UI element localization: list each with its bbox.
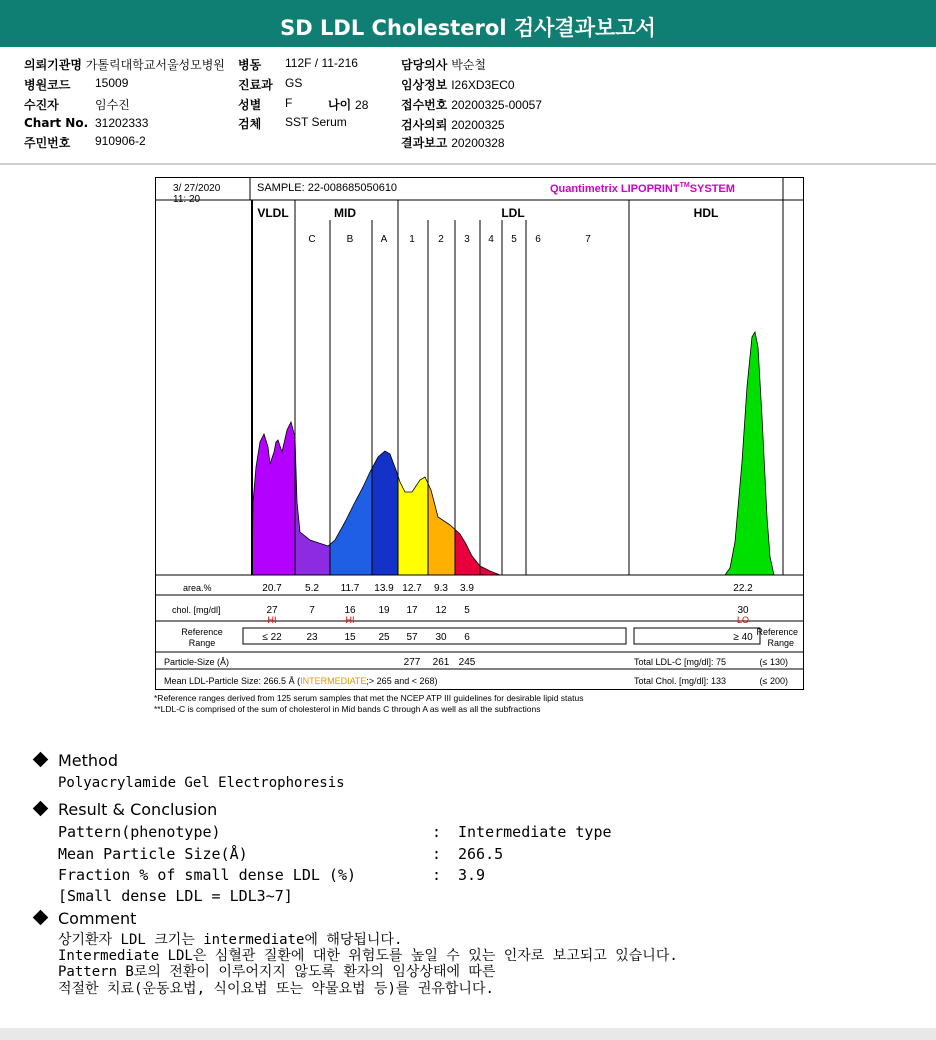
ref-value-3: 6 [464, 632, 470, 643]
area-value-1: 12.7 [402, 583, 422, 594]
info-request-date: 검사의뢰 20200325 [401, 118, 505, 132]
chol-value-hdl: 30 [737, 605, 749, 616]
info-sex-value: F [285, 96, 293, 110]
header-divider [0, 163, 936, 165]
info-report-date: 결과보고 20200328 [401, 136, 505, 150]
ref-label: Reference [181, 627, 223, 637]
info-chart-no: Chart No. [24, 116, 89, 130]
chart-brand: Quantimetrix LIPOPRINT™SYSTEM [550, 182, 735, 195]
chol-value-c: 7 [309, 605, 315, 616]
result-colon-1: : [432, 823, 442, 841]
info-resident-no-value: 910906-2 [95, 134, 146, 148]
chart-date: 3/ 27/2020 [173, 183, 221, 194]
result-value-fraction: 3.9 [458, 866, 486, 884]
total-ldl-ref: (≤ 130) [759, 657, 788, 667]
comment-bullet-icon [33, 910, 49, 926]
fill-segment-3 [372, 451, 398, 575]
result-bullet-icon [33, 801, 49, 817]
band-label-5: 5 [511, 234, 517, 245]
bottom-bar [0, 1028, 936, 1040]
mean-particle-size: Mean LDL-Particle Size: 266.5 Å (INTERMEDIATE;> 265 and < 268) [164, 676, 438, 686]
result-heading: Result & Conclusion [58, 800, 218, 819]
info-institution: 의뢰기관명 가톨릭대학교서울성모병원 [24, 58, 225, 72]
info-specimen: 검체 [238, 117, 262, 131]
chol-value-2: 12 [435, 605, 447, 616]
info-clinical: 임상정보 I26XD3EC0 [401, 78, 515, 92]
method-bullet-icon [33, 752, 49, 768]
result-colon-2: : [432, 845, 442, 863]
chol-value-1: 17 [406, 605, 418, 616]
report-title: SD LDL Cholesterol 검사결과보고서 [280, 16, 656, 40]
info-department-value: GS [285, 76, 303, 90]
chart-sample: SAMPLE: 22-008685050610 [257, 182, 398, 194]
comment-line-3: Pattern B로의 전환이 이루어지지 않도록 환자의 임상상태에 따른 [58, 964, 496, 980]
chol-value-3: 5 [464, 605, 470, 616]
result-label-size: Mean Particle Size(Å) [58, 845, 248, 863]
group-label-ldl: LDL [501, 206, 525, 220]
ref-value-vldl: ≤ 22 [262, 632, 282, 643]
group-label-vldl: VLDL [257, 206, 289, 220]
info-ward-value: 112F / 11-216 [285, 56, 358, 70]
total-ldl: Total LDL-C [mg/dl]: 75 [634, 657, 727, 667]
info-receipt-no: 접수번호 20200325-00057 [401, 98, 542, 112]
band-label-2: 2 [438, 234, 444, 245]
info-patient: 수진자 [24, 98, 59, 112]
area-label: area.% [183, 583, 212, 593]
ref-value-1: 57 [406, 632, 418, 643]
method-text: Polyacrylamide Gel Electrophoresis [58, 775, 345, 791]
method-heading: Method [58, 751, 119, 770]
band-label-7: 7 [585, 234, 591, 245]
area-value-a: 13.9 [374, 583, 394, 594]
total-chol: Total Chol. [mg/dl]: 133 [634, 676, 727, 686]
ref-value-a: 25 [378, 632, 390, 643]
area-value-2: 9.3 [434, 583, 448, 594]
ref-value-c: 23 [306, 632, 318, 643]
result-value-pattern: Intermediate type [458, 823, 612, 841]
ref-value-2: 30 [435, 632, 447, 643]
ref-value-hdl: ≥ 40 [733, 632, 753, 643]
area-value-3: 3.9 [460, 583, 474, 594]
info-chart-no-value: 31202333 [95, 116, 149, 130]
total-chol-ref: (≤ 200) [759, 676, 788, 686]
area-value-vldl: 20.7 [262, 583, 282, 594]
result-note: [Small dense LDL = LDL3~7] [58, 887, 293, 905]
particle-size-value-1: 277 [403, 657, 421, 668]
band-label-4: 4 [488, 234, 494, 245]
chol-value-vldl: 27 [266, 605, 278, 616]
comment-line-2: Intermediate LDL은 심혈관 질환에 대한 위험도를 높일 수 있는 인자로 보고되고 있습니다. [58, 948, 678, 964]
comment-line-1: 상기환자 LDL 크기는 intermediate에 해당됩니다. [58, 932, 403, 948]
particle-size-value-3: 245 [458, 657, 476, 668]
chol-label: chol. [mg/dl] [172, 605, 221, 615]
chol-value-a: 19 [378, 605, 390, 616]
result-label-fraction: Fraction % of small dense LDL (%) [58, 866, 357, 884]
info-department: 진료과 [238, 78, 273, 92]
band-label-6: 6 [535, 234, 541, 245]
info-resident-no: 주민번호 [24, 136, 71, 150]
info-hospital-code: 병원코드 [24, 78, 71, 92]
chart-time: 11: 20 [173, 194, 201, 205]
particle-size-value-2: 261 [432, 657, 450, 668]
flag-vldl: HI [267, 615, 277, 625]
report-title-bar [0, 0, 936, 47]
comment-heading: Comment [58, 909, 137, 928]
ref-label-2: Range [188, 638, 216, 648]
ref-label-right-2: Range [767, 638, 794, 648]
footnote-2: **LDL-C is comprised of the sum of cholesterol in Mid bands C through A as well as all the subfractions [154, 704, 541, 714]
result-colon-3: : [432, 866, 442, 884]
group-label-hdl: HDL [693, 206, 719, 220]
band-label-1: 1 [409, 234, 415, 245]
particle-size-label: Particle-Size (Å) [164, 657, 230, 667]
info-hospital-code-value: 15009 [95, 76, 129, 90]
comment-line-4: 적절한 치료(운동요법, 식이요법 또는 약물요법 등)를 권유합니다. [58, 981, 494, 997]
info-sex: 성별 [238, 98, 262, 112]
area-value-b: 11.7 [340, 583, 360, 594]
info-age: 나이 28 [328, 98, 369, 112]
band-label-a: A [380, 234, 388, 245]
group-label-mid: MID [334, 206, 356, 220]
band-label-3: 3 [464, 234, 470, 245]
ref-label-right: Reference [756, 627, 798, 637]
flag-hdl: LO [736, 615, 750, 625]
lipoprint-chart [150, 172, 806, 720]
info-specimen-value: SST Serum [285, 115, 347, 129]
flag-b: HI [345, 615, 355, 625]
area-value-hdl: 22.2 [733, 583, 753, 594]
ref-value-b: 15 [344, 632, 356, 643]
area-value-c: 5.2 [305, 583, 319, 594]
result-label-pattern: Pattern(phenotype) [58, 823, 221, 841]
band-label-c: C [308, 234, 316, 245]
info-ward: 병동 [238, 58, 262, 72]
footnote-1: *Reference ranges derived from 125 serum samples that met the NCEP ATP III guidelines for desirable lipid status [154, 693, 584, 703]
band-label-b: B [346, 234, 354, 245]
chol-value-b: 16 [344, 605, 356, 616]
info-physician: 담당의사 박순철 [401, 58, 486, 72]
info-patient-value: 임수진 [95, 98, 130, 112]
result-value-size: 266.5 [458, 845, 504, 863]
